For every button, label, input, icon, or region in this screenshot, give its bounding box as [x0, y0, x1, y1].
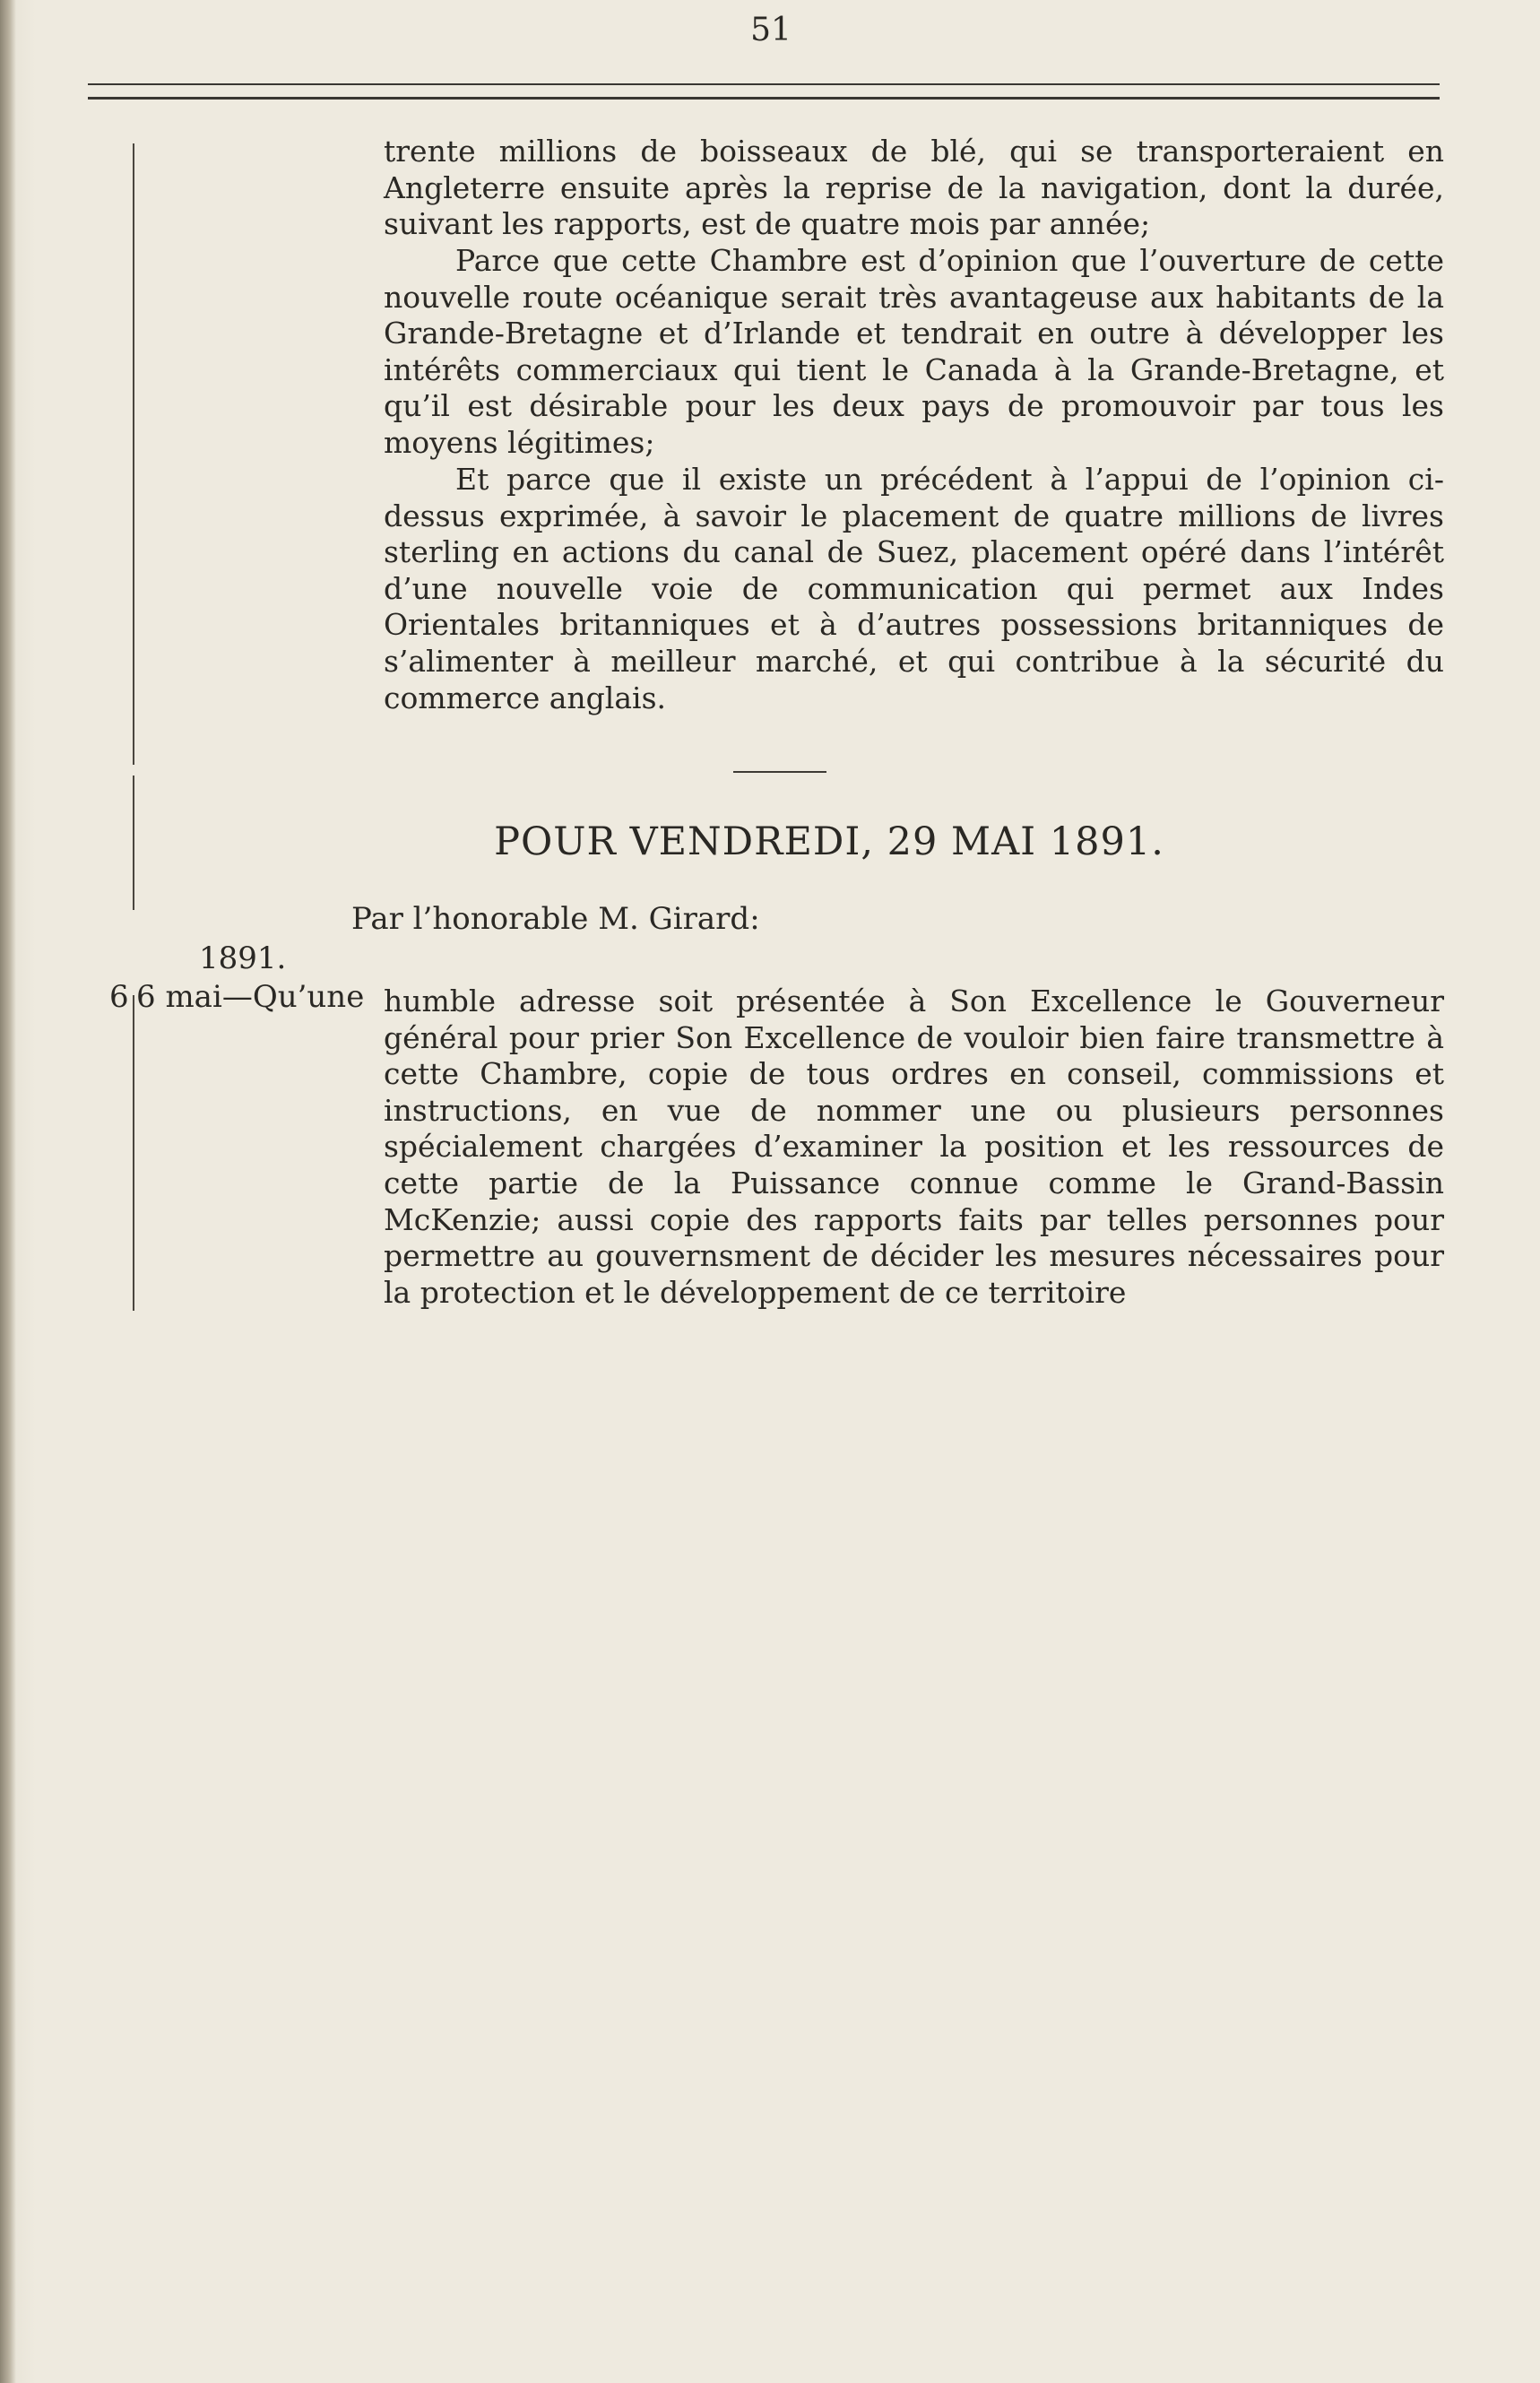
section-separator: [733, 771, 826, 773]
motion-text: humble adresse soit présentée à Son Excellence le Gouverneur général pour prier Son Excellence de vouloir bien faire transmettre à cette Chambre, copie de tous ordres en conseil, commissions et instructions, en vue de nommer une ou plusieurs personnes spécialement chargées d’examiner la position et les ressources de cette partie de la Puissance connue comme le Grand-Bassin McKenzie; aussi copie des rapports faits par telles personnes pour permettre au gouvernsment de décider les mesures nécessaires pour la protection et le développement de ce territoire: [384, 984, 1444, 1310]
margin-year: 1891.: [199, 940, 287, 976]
margin-date: 6 mai—Qu’une: [136, 979, 365, 1015]
motion-paragraph: Parce que cette Chambre est d’opinion que l’ouverture de cette nouvelle route océanique serait très avantageuse aux habitants de la Grande-Bretagne et d’Irlande et tendrait en outre à développer les intérêts commerciaux qui tient le Canada à la Grande-Bretagne, et qu’il est désirable pour les deux pays de promouvoir par tous les moyens légitimes;: [384, 243, 1444, 460]
motion-mover: Par l’honorable M. Girard:: [351, 901, 760, 937]
margin-rule: [133, 995, 134, 1311]
header-rule-thin: [88, 83, 1440, 85]
page-number: 51: [750, 12, 792, 48]
margin-rule: [133, 776, 134, 910]
section-heading: POUR VENDREDI, 29 MAI 1891.: [494, 819, 1164, 864]
header-rule-thick: [88, 97, 1440, 100]
book-spine-shadow: [0, 0, 16, 2383]
motion-paragraph: Et parce que il existe un précédent à l’appui de l’opinion ci-dessus exprimée, à savoir le placement de quatre millions de livres sterling en actions du canal de Suez, placement opéré dans l’intérêt d’une nouvelle voie de communication qui permet aux Indes Orientales britanniques et à d’autres possessions britanniques de s’alimenter à meilleur marché, et qui contribue à la sécurité du commerce anglais.: [384, 462, 1444, 715]
order-number: 6: [109, 979, 129, 1015]
margin-rule: [133, 143, 134, 765]
motion-paragraph-continued: trente millions de boisseaux de blé, qui se transporteraient en Angleterre ensuite après la reprise de la navigation, dont la durée, suivant les rapports, est de quatre mois par année;: [384, 134, 1444, 242]
